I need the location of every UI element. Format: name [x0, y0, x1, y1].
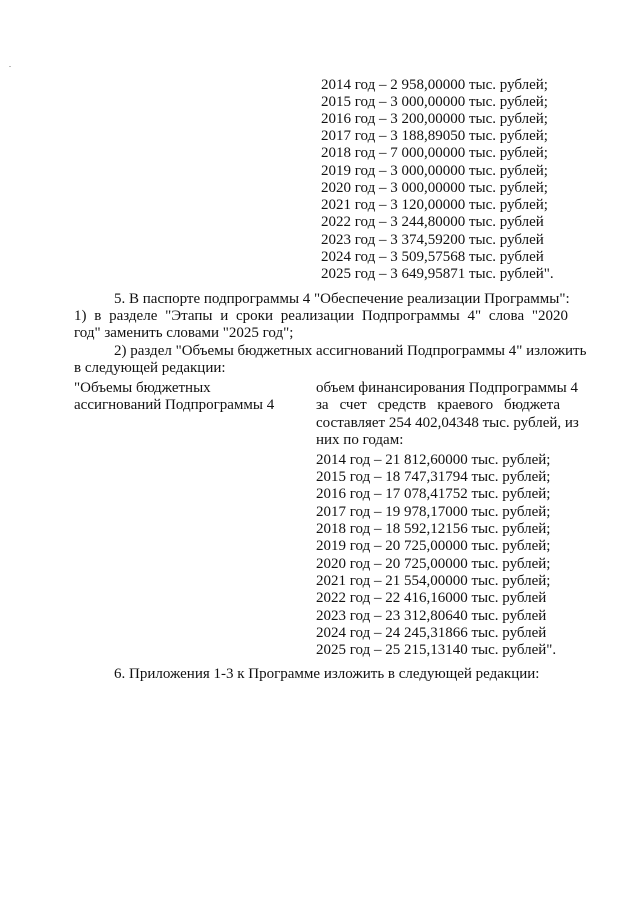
- list-item: 2023 год – 23 312,80640 тыс. рублей: [316, 608, 547, 624]
- list-item: 2017 год – 19 978,17000 тыс. рублей;: [316, 504, 551, 520]
- table-right-line3: составляет 254 402,04348 тыс. рублей, из: [316, 415, 579, 431]
- list-item: 2015 год – 3 000,00000 тыс. рублей;: [321, 94, 548, 110]
- list-item: 2014 год – 21 812,60000 тыс. рублей;: [316, 452, 551, 468]
- list-item: 2018 год – 18 592,12156 тыс. рублей;: [316, 521, 551, 537]
- list-item: 2016 год – 17 078,41752 тыс. рублей;: [316, 486, 551, 502]
- item5-sub2-line1: 2) раздел "Объемы бюджетных ассигнований Подпрограммы 4" изложить: [114, 343, 587, 359]
- list-item: 2020 год – 3 000,00000 тыс. рублей;: [321, 180, 548, 196]
- table-right-line2: за счет средств краевого бюджета: [316, 397, 560, 413]
- list-item: 2019 год – 20 725,00000 тыс. рублей;: [316, 538, 551, 554]
- item5-sub1-line2: год" заменить словами "2025 год";: [74, 325, 294, 341]
- table-right-line4: них по годам:: [316, 432, 404, 448]
- list-item: 2025 год – 3 649,95871 тыс. рублей".: [321, 266, 554, 282]
- list-item: 2022 год – 22 416,16000 тыс. рублей: [316, 590, 547, 606]
- scan-speck: [9, 66, 11, 67]
- list-item: 2021 год – 21 554,00000 тыс. рублей;: [316, 573, 551, 589]
- list-item: 2025 год – 25 215,13140 тыс. рублей".: [316, 642, 557, 658]
- list-item: 2019 год – 3 000,00000 тыс. рублей;: [321, 163, 548, 179]
- item6-paragraph: 6. Приложения 1-3 к Программе изложить в следующей редакции:: [114, 666, 540, 682]
- list-item: 2023 год – 3 374,59200 тыс. рублей: [321, 232, 544, 248]
- list-item: 2016 год – 3 200,00000 тыс. рублей;: [321, 111, 548, 127]
- item5-sub2-line2: в следующей редакции:: [74, 360, 226, 376]
- table-right-line1: объем финансирования Подпрограммы 4: [316, 380, 578, 396]
- list-item: 2018 год – 7 000,00000 тыс. рублей;: [321, 145, 548, 161]
- list-item: 2021 год – 3 120,00000 тыс. рублей;: [321, 197, 548, 213]
- list-item: 2014 год – 2 958,00000 тыс. рублей;: [321, 77, 548, 93]
- item5-heading: 5. В паспорте подпрограммы 4 "Обеспечение реализации Программы":: [114, 291, 570, 307]
- list-item: 2024 год – 3 509,57568 тыс. рублей: [321, 249, 544, 265]
- list-item: 2015 год – 18 747,31794 тыс. рублей;: [316, 469, 551, 485]
- item5-sub1-line1: 1) в разделе "Этапы и сроки реализации Подпрограммы 4" слова "2020: [74, 308, 568, 324]
- table-left-label-line1: "Объемы бюджетных: [74, 380, 211, 396]
- table-left-label-line2: ассигнований Подпрограммы 4: [74, 397, 275, 413]
- list-item: 2017 год – 3 188,89050 тыс. рублей;: [321, 128, 548, 144]
- list-item: 2022 год – 3 244,80000 тыс. рублей: [321, 214, 544, 230]
- list-item: 2024 год – 24 245,31866 тыс. рублей: [316, 625, 547, 641]
- list-item: 2020 год – 20 725,00000 тыс. рублей;: [316, 556, 551, 572]
